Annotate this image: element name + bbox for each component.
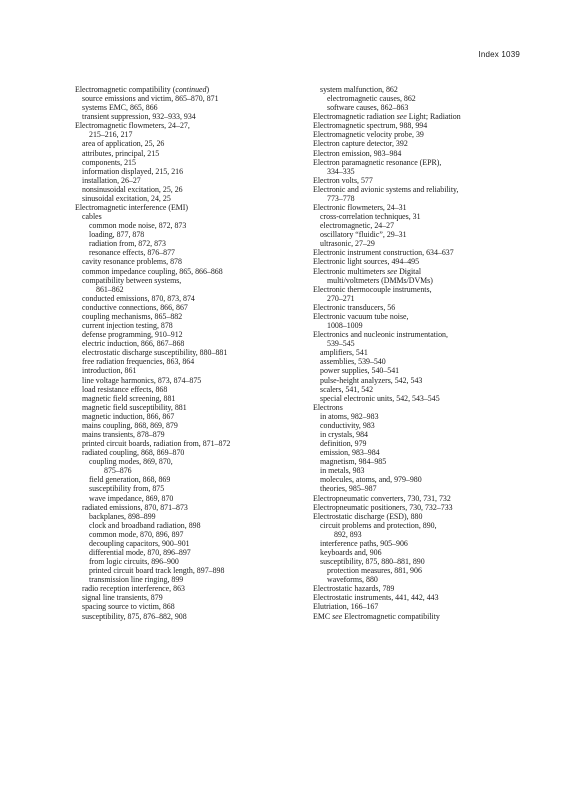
index-entry-continuation: multi/voltmeters (DMMs/DVMs) bbox=[327, 275, 433, 285]
index-main-entry: Electropneumatic positioners, 730, 732–733 bbox=[313, 502, 453, 512]
index-column-right bbox=[313, 85, 539, 621]
index-subentry: coupling mechanisms, 865–882 bbox=[82, 311, 183, 321]
index-subentry: wave impedance, 869, 870 bbox=[89, 493, 174, 503]
index-subentry: spacing source to victim, 868 bbox=[82, 602, 175, 612]
index-subentry: common mode, 870, 896, 897 bbox=[89, 529, 184, 539]
index-column-left bbox=[75, 85, 301, 621]
index-subentry: software causes, 862–863 bbox=[327, 103, 409, 113]
index-main-entry: EMC see Electromagnetic compatibility bbox=[313, 611, 440, 621]
index-subentry: electromagnetic causes, 862 bbox=[327, 94, 416, 104]
index-subentry: magnetic induction, 866, 867 bbox=[82, 411, 175, 421]
index-subentry: cavity resonance problems, 878 bbox=[82, 257, 182, 267]
index-main-entry: Electronic multimeters see Digital bbox=[313, 266, 422, 276]
index-main-entry: Electronic and avionic systems and reliability, bbox=[313, 184, 459, 194]
index-subentry: assemblies, 539–540 bbox=[320, 357, 386, 367]
index-subentry: cross-correlation techniques, 31 bbox=[320, 212, 421, 222]
index-subentry: introduction, 861 bbox=[82, 366, 137, 376]
index-main-entry: Electromagnetic spectrum, 988, 994 bbox=[313, 121, 428, 131]
index-subentry: current injection testing, 878 bbox=[82, 321, 173, 331]
index-subentry: definition, 979 bbox=[320, 439, 367, 449]
index-subentry: amplifiers, 541 bbox=[320, 348, 368, 358]
index-entry-continuation: 270–271 bbox=[327, 293, 355, 303]
index-main-entry: Electron volts, 577 bbox=[313, 175, 373, 185]
index-subentry: from logic circuits, 896–900 bbox=[89, 557, 179, 567]
index-subentry: common impedance coupling, 865, 866–868 bbox=[82, 266, 223, 276]
index-subentry: differential mode, 870, 896–897 bbox=[89, 547, 191, 557]
index-main-entry: Electropneumatic converters, 730, 731, 732 bbox=[313, 493, 451, 503]
index-subentry: emission, 983–984 bbox=[320, 448, 380, 458]
index-subentry: area of application, 25, 26 bbox=[82, 139, 165, 149]
index-subentry: scalers, 541, 542 bbox=[320, 384, 374, 394]
index-subentry: in atoms, 982–983 bbox=[320, 411, 379, 421]
index-subentry: source emissions and victim, 865–870, 871 bbox=[82, 94, 219, 104]
index-subentry: susceptibility from, 875 bbox=[89, 484, 165, 494]
index-entry-continuation: 875–876 bbox=[104, 466, 132, 476]
index-subentry: free radiation frequencies, 863, 864 bbox=[82, 357, 195, 367]
index-subentry: circuit problems and protection, 890, bbox=[320, 520, 437, 530]
index-main-entry: Electronic flowmeters, 24–31 bbox=[313, 203, 407, 213]
index-subentry: radiated emissions, 870, 871–873 bbox=[82, 502, 188, 512]
index-main-entry: Electronic vacuum tube noise, bbox=[313, 311, 409, 321]
index-entry-continuation: 215–216, 217 bbox=[89, 130, 133, 140]
index-subentry: printed circuit boards, radiation from, 871–872 bbox=[82, 439, 231, 449]
index-subentry: ultrasonic, 27–29 bbox=[320, 239, 375, 249]
index-main-entry: Electronic transducers, 56 bbox=[313, 302, 396, 312]
index-subentry: defense programming, 910–912 bbox=[82, 330, 183, 340]
index-main-entry: Electronics and nucleonic instrumentation, bbox=[313, 330, 448, 340]
index-main-entry: Electronic light sources, 494–495 bbox=[313, 257, 420, 267]
index-subentry: keyboards and, 906 bbox=[320, 547, 382, 557]
index-entry-continuation: 334–335 bbox=[327, 166, 355, 176]
index-subentry: conductivity, 983 bbox=[320, 420, 375, 430]
index-subentry: conductive connections, 866, 867 bbox=[82, 302, 188, 312]
index-subentry: oscillatory “fluidic”, 29–31 bbox=[320, 230, 407, 240]
index-main-entry: Elutriation, 166–167 bbox=[313, 602, 379, 612]
index-subentry: radiation from, 872, 873 bbox=[89, 239, 166, 249]
index-main-entry: Electrostatic hazards, 789 bbox=[313, 584, 395, 594]
index-subentry: resonance effects, 876–877 bbox=[89, 248, 175, 258]
index-subentry: compatibility between systems, bbox=[82, 275, 182, 285]
index-subentry: decoupling capacitors, 900–901 bbox=[89, 538, 190, 548]
index-subentry: susceptibility, 875, 876–882, 908 bbox=[82, 611, 187, 621]
index-subentry: printed circuit board track length, 897–898 bbox=[89, 566, 225, 576]
index-subentry: special electronic units, 542, 543–545 bbox=[320, 393, 440, 403]
index-subentry: installation, 26–27 bbox=[82, 175, 141, 185]
index-main-entry: Electromagnetic interference (EMI) bbox=[75, 203, 189, 213]
index-subentry: electrostatic discharge susceptibility, 880–881 bbox=[82, 348, 228, 358]
index-subentry: protection measures, 881, 906 bbox=[327, 566, 422, 576]
index-subentry: in metals, 983 bbox=[320, 466, 365, 476]
index-subentry: mains transients, 878–879 bbox=[82, 429, 165, 439]
index-entry-continuation: 892, 893 bbox=[334, 529, 362, 539]
index-subentry: field generation, 868, 869 bbox=[89, 475, 171, 485]
index-main-entry: Electrostatic discharge (ESD), 880 bbox=[313, 511, 423, 521]
index-subentry: clock and broadband radiation, 898 bbox=[89, 520, 201, 530]
index-subentry: radio reception interference, 863 bbox=[82, 584, 185, 594]
index-subentry: signal line transients, 879 bbox=[82, 593, 163, 603]
index-subentry: magnetic field screening, 881 bbox=[82, 393, 176, 403]
page-header: Index 1039 bbox=[478, 50, 520, 59]
index-subentry: power supplies, 540–541 bbox=[320, 366, 400, 376]
index-subentry: attributes, principal, 215 bbox=[82, 148, 160, 158]
index-entry-continuation: 539–545 bbox=[327, 339, 355, 349]
index-subentry: nonsinusoidal excitation, 25, 26 bbox=[82, 184, 183, 194]
index-subentry: loading, 877, 878 bbox=[89, 230, 145, 240]
index-subentry: common mode noise, 872, 873 bbox=[89, 221, 187, 231]
index-subentry: conducted emissions, 870, 873, 874 bbox=[82, 293, 195, 303]
index-subentry: interference paths, 905–906 bbox=[320, 538, 408, 548]
index-subentry: coupling modes, 869, 870, bbox=[89, 457, 173, 467]
index-main-entry: Electromagnetic compatibility (continued) bbox=[75, 85, 210, 94]
index-subentry: transmission line ringing, 899 bbox=[89, 575, 184, 585]
index-subentry: radiated coupling, 868, 869–870 bbox=[82, 448, 185, 458]
index-subentry: susceptibility, 875, 880–881, 890 bbox=[320, 557, 425, 567]
index-subentry: mains coupling, 868, 869, 879 bbox=[82, 420, 178, 430]
index-main-entry: Electrons bbox=[313, 402, 343, 412]
index-subentry: electric induction, 866, 867–868 bbox=[82, 339, 185, 349]
index-main-entry: Electrostatic instruments, 441, 442, 443 bbox=[313, 593, 439, 603]
index-subentry: system malfunction, 862 bbox=[320, 85, 398, 94]
index-subentry: transient suppression, 932–933, 934 bbox=[82, 112, 196, 122]
index-subentry: sinusoidal excitation, 24, 25 bbox=[82, 193, 171, 203]
index-subentry: information displayed, 215, 216 bbox=[82, 166, 184, 176]
index-subentry: waveforms, 880 bbox=[327, 575, 378, 585]
index-main-entry: Electron paramagnetic resonance (EPR), bbox=[313, 157, 442, 167]
index-main-entry: Electronic instrument construction, 634–637 bbox=[313, 248, 454, 258]
index-subentry: magnetic field susceptibility, 881 bbox=[82, 402, 187, 412]
index-entry-continuation: 1008–1009 bbox=[327, 321, 363, 331]
index-subentry: molecules, atoms, and, 979–980 bbox=[320, 475, 422, 485]
index-subentry: in crystals, 984 bbox=[320, 429, 368, 439]
index-main-entry: Electron capture detector, 392 bbox=[313, 139, 408, 149]
index-subentry: line voltage harmonics, 873, 874–875 bbox=[82, 375, 202, 385]
index-subentry: components, 215 bbox=[82, 157, 136, 167]
index-subentry: magnetism, 984–985 bbox=[320, 457, 387, 467]
index-main-entry: Electromagnetic radiation see Light; Radiation bbox=[313, 112, 461, 122]
index-subentry: cables bbox=[82, 212, 102, 222]
index-subentry: systems EMC, 865, 866 bbox=[82, 103, 158, 113]
index-subentry: electromagnetic, 24–27 bbox=[320, 221, 395, 231]
index-subentry: pulse-height analyzers, 542, 543 bbox=[320, 375, 423, 385]
index-subentry: load resistance effects, 868 bbox=[82, 384, 168, 394]
index-main-entry: Electromagnetic flowmeters, 24–27, bbox=[75, 121, 190, 131]
index-main-entry: Electromagnetic velocity probe, 39 bbox=[313, 130, 424, 140]
index-subentry: backplanes, 898–899 bbox=[89, 511, 156, 521]
index-main-entry: Electron emission, 983–984 bbox=[313, 148, 402, 158]
index-entry-continuation: 773–778 bbox=[327, 193, 355, 203]
index-main-entry: Electronic thermocouple instruments, bbox=[313, 284, 432, 294]
index-entry-continuation: 861–862 bbox=[96, 284, 124, 294]
index-subentry: theories, 985–987 bbox=[320, 484, 377, 494]
